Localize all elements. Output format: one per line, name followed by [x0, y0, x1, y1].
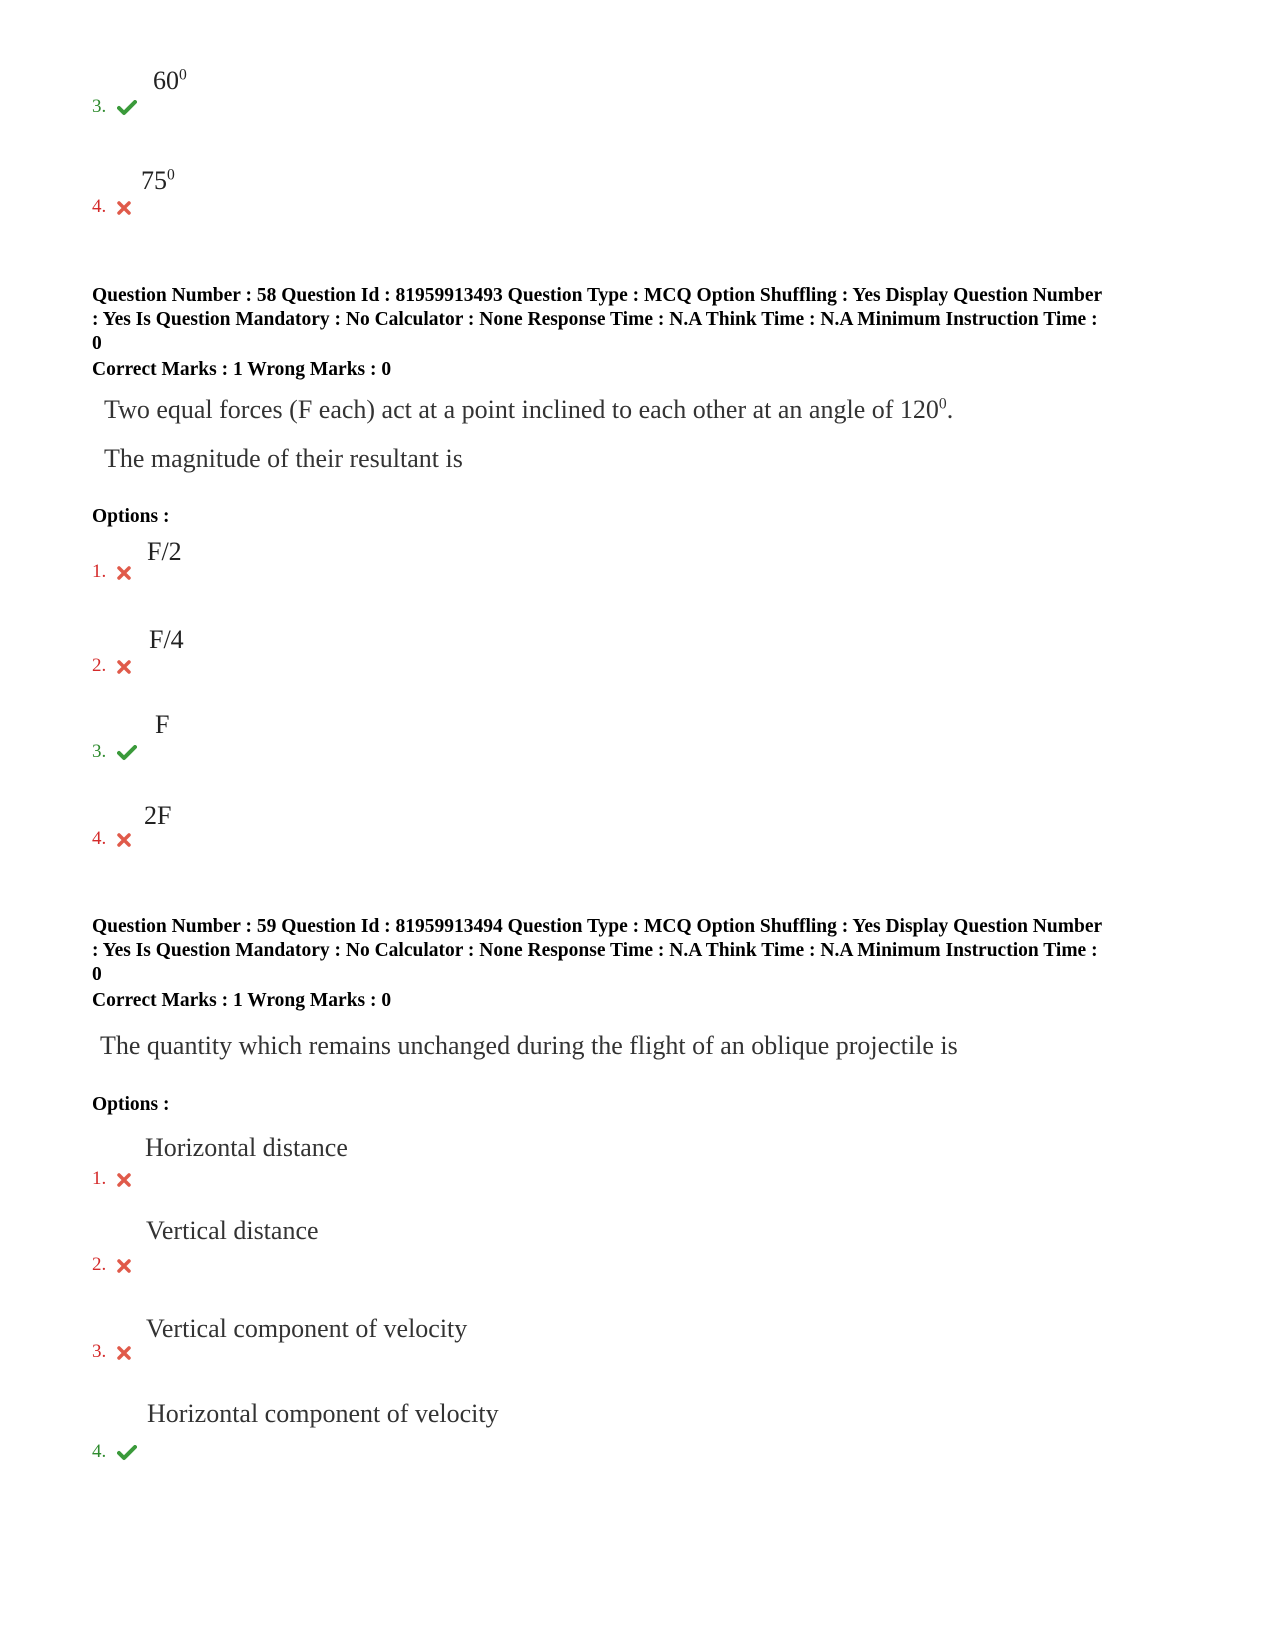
option-text: F/2 — [147, 537, 182, 566]
check-icon — [117, 745, 137, 761]
option-number: 4. — [92, 1441, 137, 1463]
option-number: 3. — [92, 741, 137, 763]
option-text: Horizontal distance — [145, 1133, 348, 1162]
option-text: 2F — [144, 801, 172, 830]
option-text: Vertical distance — [146, 1216, 319, 1245]
option-number: 1. — [92, 1168, 131, 1190]
option-text: F/4 — [149, 625, 184, 654]
question-text: The quantity which remains unchanged during the flight of an oblique projectile is — [100, 1031, 958, 1060]
option-number: 1. — [92, 561, 131, 583]
cross-icon — [117, 201, 131, 215]
question-meta: Question Number : 59 Question Id : 81959913494 Question Type : MCQ Option Shuffling : Yes Display Question Number : Yes Is Question Mandatory : No Calculator : None Response Time : N.A Think Time : N.A Minimum Instruction Time : 0 — [92, 916, 1102, 985]
option-number: 2. — [92, 655, 131, 677]
question-text-line2: The magnitude of their resultant is — [104, 444, 463, 473]
check-icon — [117, 100, 137, 116]
option-text: Vertical component of velocity — [146, 1314, 468, 1343]
option-text: F — [155, 710, 170, 739]
options-label: Options : — [92, 1094, 170, 1115]
option-number: 3. — [92, 96, 137, 118]
option-text: $60^0$ — [153, 66, 187, 95]
cross-icon — [117, 1346, 131, 1360]
option-text: Horizontal component of velocity — [147, 1399, 499, 1428]
option-text: $75^0$ — [141, 166, 175, 195]
cross-icon — [117, 660, 131, 674]
cross-icon — [117, 566, 131, 580]
option-number: 2. — [92, 1254, 131, 1276]
question-marks: Correct Marks : 1 Wrong Marks : 0 — [92, 990, 392, 1011]
options-label: Options : — [92, 506, 170, 527]
question-text: Two equal forces (F each) act at a point inclined to each other at an angle of $120^0$. — [104, 395, 954, 424]
option-number: 4. — [92, 828, 131, 850]
option-number: 3. — [92, 1341, 131, 1363]
check-icon — [117, 1445, 137, 1461]
cross-icon — [117, 833, 131, 847]
option-number: 4. — [92, 196, 131, 218]
question-marks: Correct Marks : 1 Wrong Marks : 0 — [92, 359, 392, 380]
question-meta: Question Number : 58 Question Id : 81959913493 Question Type : MCQ Option Shuffling : Yes Display Question Number : Yes Is Question Mandatory : No Calculator : None Response Time : N.A Think Time : N.A Minimum Instruction Time : 0 — [92, 285, 1102, 354]
cross-icon — [117, 1259, 131, 1273]
cross-icon — [117, 1173, 131, 1187]
